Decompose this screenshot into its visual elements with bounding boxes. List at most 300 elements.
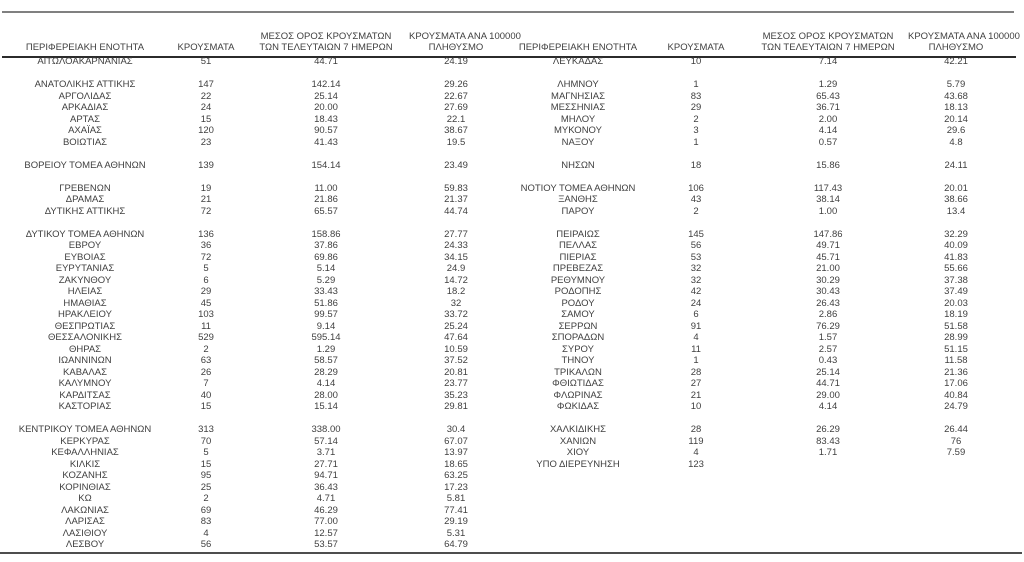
spacer-cell <box>512 413 1004 425</box>
cases-cell: 56 <box>200 539 212 550</box>
region-cell: ΤΡΙΚΑΛΩΝ <box>554 366 602 378</box>
table-row <box>1 183 503 195</box>
spacer-cell <box>1 148 503 160</box>
region-cell: ΜΗΛΟΥ <box>560 113 596 125</box>
table-row <box>512 125 1004 137</box>
cases-cell: 32 <box>690 274 702 286</box>
table-row <box>512 263 1004 275</box>
per100k-cell: 32 <box>450 297 462 309</box>
per100k-cell: 17.23 <box>444 481 468 493</box>
table-row <box>1 263 503 275</box>
per100k-cell: 18.2 <box>446 286 466 297</box>
cases-cell: 147 <box>198 79 214 90</box>
region-cell: ΚΕΦΑΛΛΗΝΙΑΣ <box>51 447 119 458</box>
per100k-cell: 24.79 <box>944 401 968 412</box>
spacer-cell <box>1 171 503 183</box>
table-row <box>512 91 1004 103</box>
per100k-cell: 22.1 <box>446 113 466 125</box>
cases-cell: 10 <box>690 401 702 412</box>
avg7-cell: 51.86 <box>314 297 338 309</box>
region-cell: ΚΑΡΔΙΤΣΑΣ <box>59 389 111 401</box>
cases-cell: 32 <box>690 263 702 274</box>
avg7-cell: 26.29 <box>816 424 840 435</box>
region-cell: ΔΥΤΙΚΟΥ ΤΟΜΕΑ ΑΘΗΝΩΝ <box>25 228 145 240</box>
per100k-cell: 20.03 <box>944 297 968 309</box>
avg7-cell: 44.71 <box>816 378 840 389</box>
region-cell: ΤΗΝΟΥ <box>561 355 595 366</box>
region-cell: ΝΗΣΩΝ <box>561 159 595 171</box>
region-cell: ΗΡΑΚΛΕΙΟΥ <box>58 309 112 320</box>
per100k-cell: 27.77 <box>444 228 468 240</box>
table-row <box>1 252 503 264</box>
avg7-cell: 4.14 <box>316 378 336 389</box>
region-cell: ΣΑΜΟΥ <box>561 309 595 320</box>
avg7-cell: 57.14 <box>314 435 338 447</box>
cases-cell: 119 <box>688 435 704 447</box>
table-row <box>512 378 1004 390</box>
table-row <box>1 206 503 218</box>
avg7-cell: 158.86 <box>311 228 341 240</box>
per100k-cell: 76 <box>950 435 962 447</box>
region-cell: ΜΕΣΣΗΝΙΑΣ <box>550 102 606 113</box>
cases-cell: 4 <box>693 332 699 343</box>
region-cell: ΕΥΒΟΙΑΣ <box>64 251 106 263</box>
spacer-cell <box>512 68 1004 80</box>
per100k-cell: 25.24 <box>444 320 468 332</box>
avg7-cell: 1.71 <box>818 447 838 458</box>
table-row <box>512 114 1004 126</box>
region-cell: ΗΛΕΙΑΣ <box>67 286 103 297</box>
avg7-cell: 77.00 <box>314 516 338 527</box>
cases-cell: 23 <box>200 136 212 148</box>
region-cell: ΔΥΤΙΚΗΣ ΑΤΤΙΚΗΣ <box>44 205 126 217</box>
region-cell: ΘΕΣΣΑΛΟΝΙΚΗΣ <box>48 332 122 343</box>
avg7-cell: 30.29 <box>816 274 840 286</box>
table-row <box>512 275 1004 287</box>
table-row <box>1 447 503 459</box>
region-cell: ΚΕΡΚΥΡΑΣ <box>60 435 110 447</box>
avg7-cell: 21.00 <box>816 263 840 274</box>
table-row <box>512 332 1004 344</box>
cases-cell: 24 <box>690 297 702 309</box>
table-row <box>512 355 1004 367</box>
avg7-cell: 36.71 <box>816 102 840 113</box>
table-row <box>512 447 1004 459</box>
avg7-cell: 76.29 <box>816 320 840 332</box>
region-cell: ΥΠΟ ΔΙΕΡΕΥΝΗΣΗ <box>536 458 620 470</box>
region-cell: ΜΥΚΟΝΟΥ <box>554 125 602 136</box>
table-row <box>1 470 503 482</box>
per100k-cell: 29.81 <box>444 401 468 412</box>
cases-cell: 145 <box>688 228 704 240</box>
cases-cell: 1 <box>693 355 699 366</box>
cases-cell: 91 <box>690 320 702 332</box>
per100k-cell: 63.25 <box>444 470 468 481</box>
table-row <box>512 229 1004 241</box>
table-row <box>512 321 1004 333</box>
cases-cell: 123 <box>688 458 704 470</box>
per100k-cell <box>908 459 1004 471</box>
per100k-cell: 7.59 <box>946 447 966 458</box>
per100k-cell: 5.81 <box>446 493 466 504</box>
per100k-cell: 42.21 <box>944 56 968 67</box>
avg7-cell: 7.14 <box>818 56 838 67</box>
table-row <box>512 194 1004 206</box>
avg7-cell: 41.43 <box>314 136 338 148</box>
spacer-cell <box>1 68 503 80</box>
cases-cell: 25 <box>200 481 212 493</box>
cases-cell: 5 <box>203 447 209 458</box>
header-row <box>512 13 1004 56</box>
cases-cell: 22 <box>200 90 212 102</box>
cases-cell: 10 <box>690 56 702 67</box>
per100k-cell: 28.99 <box>944 332 968 343</box>
cases-cell: 83 <box>200 516 212 527</box>
cases-cell: 529 <box>198 332 214 343</box>
column-header-per100k: ΚΡΟΥΣΜΑΤΑ ΑΝΑ 100000 ΠΛΗΘΥΣΜΟ <box>908 31 1020 53</box>
cases-cell: 70 <box>200 435 212 447</box>
cases-cell: 2 <box>693 205 699 217</box>
avg7-cell: 25.14 <box>816 366 840 378</box>
cases-cell: 21 <box>200 194 212 205</box>
per100k-cell: 43.68 <box>944 90 968 102</box>
cases-cell: 11 <box>691 343 701 355</box>
cases-cell: 95 <box>200 470 212 481</box>
group-spacer-row <box>1 148 503 160</box>
cases-cell: 72 <box>200 251 212 263</box>
region-cell: ΡΟΔΟΥ <box>561 297 595 309</box>
cases-cell: 51 <box>200 56 212 67</box>
per100k-cell: 77.41 <box>444 504 468 516</box>
cases-cell: 15 <box>200 113 212 125</box>
cases-cell: 56 <box>690 240 702 251</box>
column-header-avg7: ΜΕΣΟΣ ΟΡΟΣ ΚΡΟΥΣΜΑΤΩΝ ΤΩΝ ΤΕΛΕΥΤΑΙΩΝ 7 ΗΜΕΡΩΝ <box>761 31 895 53</box>
table-row <box>1 332 503 344</box>
per100k-cell: 29.26 <box>444 79 468 90</box>
column-header-per100k: ΚΡΟΥΣΜΑΤΑ ΑΝΑ 100000 ΠΛΗΘΥΣΜΟ <box>409 31 521 53</box>
per100k-cell: 21.36 <box>944 366 968 378</box>
avg7-cell: 0.57 <box>818 136 838 148</box>
region-cell: ΠΙΕΡΙΑΣ <box>559 251 597 263</box>
avg7-cell: 65.57 <box>314 205 338 217</box>
cases-cell: 1 <box>693 136 699 148</box>
avg7-cell: 83.43 <box>816 435 840 447</box>
region-cell: ΖΑΚΥΝΘΟΥ <box>58 274 112 286</box>
cases-cell: 7 <box>203 378 209 389</box>
per100k-cell: 20.81 <box>444 366 468 378</box>
table-row <box>1 102 503 114</box>
cases-cell: 28 <box>690 424 702 435</box>
cases-cell: 69 <box>200 504 212 516</box>
cases-cell: 6 <box>693 309 699 320</box>
avg7-cell: 28.00 <box>314 389 338 401</box>
region-cell: ΔΡΑΜΑΣ <box>65 194 105 205</box>
avg7-cell: 28.29 <box>314 366 338 378</box>
region-cell: ΧΑΝΙΩΝ <box>559 435 597 447</box>
table-row <box>512 367 1004 379</box>
avg7-cell: 147.86 <box>813 228 843 240</box>
per100k-cell: 29.6 <box>946 125 966 136</box>
region-cell: ΗΜΑΘΙΑΣ <box>63 297 107 309</box>
avg7-cell: 29.00 <box>816 389 840 401</box>
table-row <box>1 528 503 540</box>
per100k-cell: 30.4 <box>446 424 466 435</box>
region-cell: ΚΕΝΤΡΙΚΟΥ ΤΟΜΕΑ ΑΘΗΝΩΝ <box>18 424 152 435</box>
table-row <box>512 183 1004 195</box>
avg7-cell: 0.43 <box>818 355 838 366</box>
table-row <box>1 493 503 505</box>
region-cell: ΠΕΙΡΑΙΩΣ <box>556 228 600 240</box>
region-cell: ΦΛΩΡΙΝΑΣ <box>553 389 603 401</box>
region-cell: ΛΑΚΩΝΙΑΣ <box>61 504 109 516</box>
group-spacer-row <box>512 171 1004 183</box>
avg7-cell: 18.43 <box>314 113 338 125</box>
region-cell: ΙΩΑΝΝΙΝΩΝ <box>58 355 112 366</box>
cases-cell: 2 <box>693 113 699 125</box>
cases-cell: 120 <box>198 125 214 136</box>
cases-cell: 43 <box>690 194 702 205</box>
spacer-cell <box>1 413 503 425</box>
table-row <box>1 194 503 206</box>
per100k-cell: 37.52 <box>444 355 468 366</box>
table-row <box>1 240 503 252</box>
avg7-cell: 12.57 <box>314 527 338 539</box>
avg7-cell: 69.86 <box>314 251 338 263</box>
table-row <box>512 309 1004 321</box>
table-row <box>512 102 1004 114</box>
table-row <box>512 252 1004 264</box>
avg7-cell: 30.43 <box>816 286 840 297</box>
table-row <box>1 505 503 517</box>
table-row <box>1 436 503 448</box>
table-row <box>1 539 503 551</box>
per100k-cell: 67.07 <box>444 435 468 447</box>
region-cell: ΚΩ <box>78 493 92 504</box>
per100k-cell: 20.14 <box>944 113 968 125</box>
region-cell: ΝΟΤΙΟΥ ΤΟΜΕΑ ΑΘΗΝΩΝ <box>520 182 636 194</box>
table-row <box>512 286 1004 298</box>
region-cell: ΛΑΣΙΘΙΟΥ <box>62 527 108 539</box>
avg7-cell: 338.00 <box>311 424 341 435</box>
region-cell: ΘΕΣΠΡΩΤΙΑΣ <box>54 320 116 332</box>
avg7-cell: 21.86 <box>314 194 338 205</box>
table-row <box>1 56 503 68</box>
per100k-cell: 37.49 <box>944 286 968 297</box>
per100k-cell: 18.19 <box>944 309 968 320</box>
per100k-cell: 40.09 <box>944 240 968 251</box>
column-header-avg7: ΜΕΣΟΣ ΟΡΟΣ ΚΡΟΥΣΜΑΤΩΝ ΤΩΝ ΤΕΛΕΥΤΑΙΩΝ 7 ΗΜΕΡΩΝ <box>259 31 393 53</box>
table-row <box>1 367 503 379</box>
table-row <box>512 240 1004 252</box>
cases-cell: 72 <box>200 205 212 217</box>
region-cell: ΣΥΡΟΥ <box>562 343 594 355</box>
region-cell: ΒΟΡΕΙΟΥ ΤΟΜΕΑ ΑΘΗΝΩΝ <box>24 159 146 171</box>
table-row <box>1 321 503 333</box>
avg7-cell: 26.43 <box>816 297 840 309</box>
region-cell: ΑΡΚΑΔΙΑΣ <box>61 102 109 113</box>
per100k-cell: 13.4 <box>946 205 966 217</box>
avg7-cell: 49.71 <box>816 240 840 251</box>
region-cell: ΑΝΑΤΟΛΙΚΗΣ ΑΤΤΙΚΗΣ <box>34 79 136 90</box>
cases-cell: 29 <box>200 286 212 297</box>
table-row <box>1 160 503 172</box>
per100k-cell: 24.11 <box>944 159 968 171</box>
avg7-cell: 99.57 <box>314 309 338 320</box>
avg7-cell: 2.00 <box>818 113 838 125</box>
region-cell: ΠΕΛΛΑΣ <box>558 240 598 251</box>
avg7-cell: 20.00 <box>314 102 338 113</box>
table-row <box>512 137 1004 149</box>
table-row <box>1 401 503 413</box>
region-cell: ΦΘΙΩΤΙΔΑΣ <box>552 378 604 389</box>
per100k-cell: 55.66 <box>944 263 968 274</box>
avg7-cell: 37.86 <box>314 240 338 251</box>
cases-cell: 27 <box>690 378 702 389</box>
cases-cell: 21 <box>690 389 702 401</box>
region-cell: ΑΡΓΟΛΙΔΑΣ <box>58 90 112 102</box>
avg7-cell: 38.14 <box>816 194 840 205</box>
cases-cell: 28 <box>690 366 702 378</box>
per100k-cell: 23.49 <box>444 159 468 171</box>
avg7-cell: 46.29 <box>314 504 338 516</box>
per100k-cell: 32.29 <box>944 228 968 240</box>
region-cell: ΛΗΜΝΟΥ <box>557 79 599 90</box>
per100k-cell: 27.69 <box>444 102 468 113</box>
cases-cell: 5 <box>203 263 209 274</box>
region-cell: ΜΑΓΝΗΣΙΑΣ <box>551 90 605 102</box>
table-row <box>512 206 1004 218</box>
avg7-cell: 33.43 <box>314 286 338 297</box>
table-row <box>1 390 503 402</box>
region-cell: ΚΑΒΑΛΑΣ <box>63 366 107 378</box>
per100k-cell: 21.37 <box>444 194 468 205</box>
cases-cell: 36 <box>200 240 212 251</box>
per100k-cell: 41.83 <box>944 251 968 263</box>
table-row <box>1 482 503 494</box>
region-cell: ΚΑΣΤΟΡΙΑΣ <box>58 401 112 412</box>
cases-cell: 2 <box>203 493 209 504</box>
avg7-cell: 3.71 <box>316 447 336 458</box>
group-spacer-row <box>1 413 503 425</box>
spacer-cell <box>512 217 1004 229</box>
per100k-cell: 51.15 <box>944 343 968 355</box>
per100k-cell: 51.58 <box>944 320 968 332</box>
table-row <box>512 298 1004 310</box>
region-cell: ΧΑΛΚΙΔΙΚΗΣ <box>549 424 607 435</box>
per100k-cell: 26.44 <box>944 424 968 435</box>
region-cell: ΠΑΡΟΥ <box>561 205 595 217</box>
region-cell: ΒΟΙΩΤΙΑΣ <box>62 136 108 148</box>
cases-cell: 4 <box>693 447 699 458</box>
table-row <box>1 298 503 310</box>
avg7-cell: 27.71 <box>314 458 338 470</box>
column-header-region: ΠΕΡΙΦΕΡΕΙΑΚΗ ΕΝΟΤΗΤΑ <box>25 42 145 53</box>
region-cell: ΚΙΛΚΙΣ <box>69 458 101 470</box>
region-cell: ΠΡΕΒΕΖΑΣ <box>552 263 604 274</box>
table-row <box>512 459 1004 471</box>
table-row <box>1 79 503 91</box>
region-cell: ΛΑΡΙΣΑΣ <box>65 516 105 527</box>
per100k-cell: 5.79 <box>946 79 966 90</box>
table-row <box>1 114 503 126</box>
avg7-cell: 4.14 <box>818 401 838 412</box>
group-spacer-row <box>512 217 1004 229</box>
per100k-cell: 38.67 <box>444 125 468 136</box>
per100k-cell: 20.01 <box>944 182 968 194</box>
avg7-cell: 154.14 <box>311 159 341 171</box>
cases-cell: 136 <box>198 228 214 240</box>
table-row <box>1 91 503 103</box>
column-header-region: ΠΕΡΙΦΕΡΕΙΑΚΗ ΕΝΟΤΗΤΑ <box>518 42 638 53</box>
avg7-cell: 36.43 <box>314 481 338 493</box>
region-cell: ΣΠΟΡΑΔΩΝ <box>551 332 605 343</box>
per100k-cell: 34.15 <box>444 251 468 263</box>
cases-cell: 45 <box>200 297 212 309</box>
region-cell: ΛΕΣΒΟΥ <box>65 539 105 550</box>
avg7-cell: 58.57 <box>314 355 338 366</box>
table-row <box>1 459 503 471</box>
avg7-cell: 44.71 <box>314 56 338 67</box>
region-cell: ΑΙΤΩΛΟΑΚΑΡΝΑΝΙΑΣ <box>37 56 133 67</box>
group-spacer-row <box>512 148 1004 160</box>
region-cell: ΘΗΡΑΣ <box>68 343 102 355</box>
per100k-cell: 24.9 <box>446 263 466 274</box>
avg7-cell: 142.14 <box>311 79 341 90</box>
cases-cell: 63 <box>200 355 212 366</box>
per100k-cell: 33.72 <box>444 309 468 320</box>
cases-cell: 313 <box>198 424 214 435</box>
table-row <box>512 344 1004 356</box>
per100k-cell: 5.31 <box>446 527 466 539</box>
table-row <box>1 137 503 149</box>
group-spacer-row <box>512 68 1004 80</box>
avg7-cell: 5.29 <box>316 274 336 286</box>
regional-cases-table-left <box>1 13 521 551</box>
avg7-cell: 1.00 <box>818 205 838 217</box>
avg7-cell: 9.14 <box>316 320 336 332</box>
avg7-cell: 2.86 <box>818 309 838 320</box>
avg7-cell: 1.29 <box>818 79 838 90</box>
avg7-cell: 1.57 <box>818 332 838 343</box>
cases-cell: 2 <box>203 343 209 355</box>
region-cell: ΑΧΑΪΑΣ <box>68 125 102 136</box>
cases-cell: 42 <box>690 286 702 297</box>
region-cell: ΝΑΞΟΥ <box>561 136 595 148</box>
cases-cell: 53 <box>690 251 702 263</box>
spacer-cell <box>512 148 1004 160</box>
avg7-cell: 15.86 <box>816 159 840 171</box>
cases-cell: 1 <box>693 79 699 90</box>
avg7-cell: 65.43 <box>816 90 840 102</box>
per100k-cell: 37.38 <box>944 274 968 286</box>
cases-cell: 26 <box>200 366 212 378</box>
region-cell: ΡΕΘΥΜΝΟΥ <box>550 274 606 286</box>
per100k-cell: 18.13 <box>944 102 968 113</box>
table-row <box>1 229 503 241</box>
avg7-cell: 53.57 <box>314 539 338 550</box>
table-row <box>1 424 503 436</box>
avg7-cell: 94.71 <box>314 470 338 481</box>
regional-cases-table-right <box>512 13 1020 470</box>
region-cell: ΚΑΛΥΜΝΟΥ <box>58 378 112 389</box>
per100k-cell: 17.06 <box>944 378 968 389</box>
avg7-cell: 2.57 <box>818 343 838 355</box>
avg7-cell: 5.14 <box>316 263 336 274</box>
avg7-cell <box>748 459 908 471</box>
cases-cell: 29 <box>690 102 702 113</box>
table-row <box>512 390 1004 402</box>
table-row <box>1 275 503 287</box>
